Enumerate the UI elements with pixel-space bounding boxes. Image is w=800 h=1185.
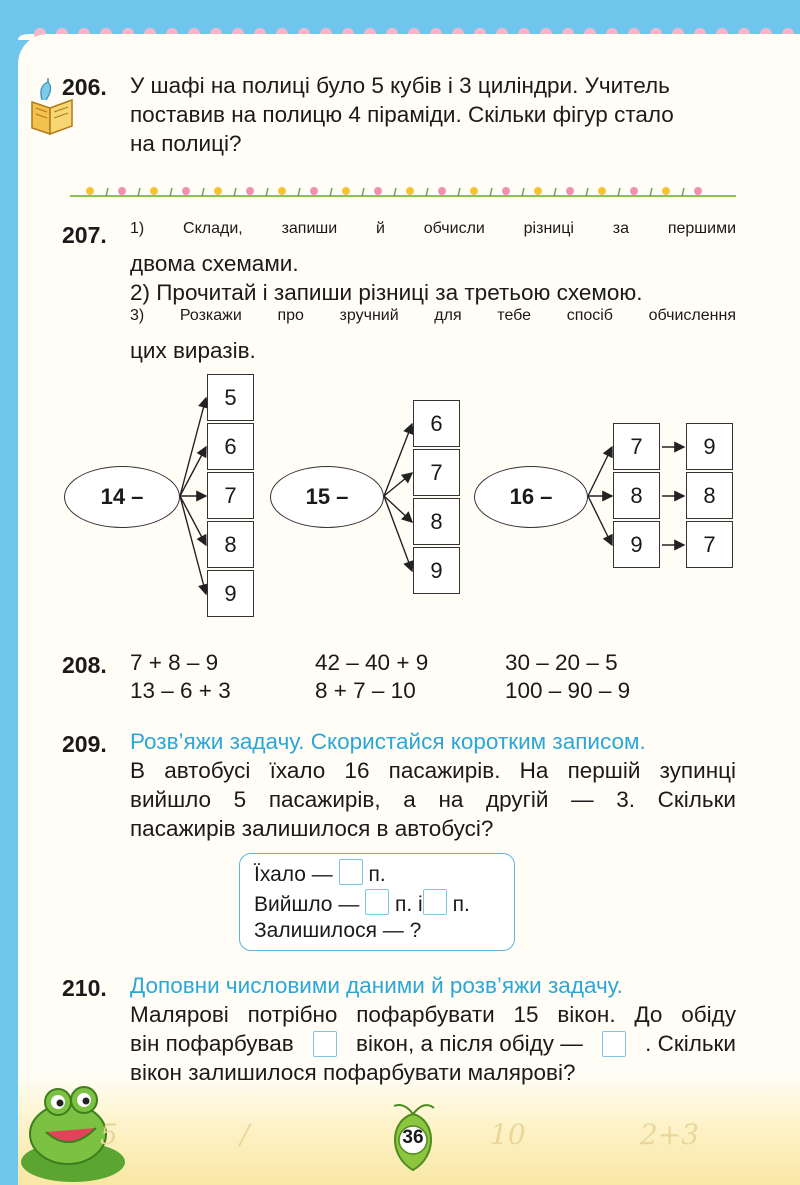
task-209-line: вийшло 5 пасажирів, а на другій — 3. Скільки — [130, 787, 736, 812]
task-206-line: поставив на полицю 4 піраміди. Скільки фігур стало — [130, 102, 674, 127]
task-210-line: Малярові потрібно пофарбувати 15 вікон. До обіду — [130, 1002, 736, 1027]
task-209-line: В автобусі їхало 16 пасажирів. На першій зупинці — [130, 758, 736, 783]
scheme-1-box: 7 — [207, 472, 254, 519]
task-207-line: 2) Прочитай і запиши різниці за третьою схемою. — [130, 280, 643, 305]
task-209-line: пасажирів залишилося в автобусі? — [130, 816, 494, 841]
answer-blank[interactable] — [313, 1031, 337, 1057]
task-210-instruction: Доповни числовими даними й розв’яжи задачу. — [130, 973, 623, 998]
answer-blank[interactable] — [365, 889, 389, 915]
scheme-3-ellipse: 16 – — [474, 466, 588, 528]
task-209-number: 209. — [62, 731, 107, 757]
task-207-line: 1) Склади, запиши й обчисли різниці за першими — [130, 220, 736, 237]
task-210-text: він пофарбував — [130, 1031, 294, 1056]
scheme-3-right-box: 7 — [686, 521, 733, 568]
scheme-2-box: 7 — [413, 449, 460, 496]
flower-divider — [70, 180, 736, 202]
expression: 13 – 6 + 3 — [130, 678, 231, 703]
task-207-line: 3) Розкажи про зручний для тебе спосіб обчислення — [130, 307, 736, 324]
scheme-1-box: 6 — [207, 423, 254, 470]
task-207-line: двома схемами. — [130, 251, 299, 276]
task-210-line: вікон залишилося пофарбувати малярові? — [130, 1060, 576, 1085]
note-row-3: Залишилося — ? — [254, 919, 422, 942]
task-210-number: 210. — [62, 975, 107, 1001]
scheme-3-left-box: 7 — [613, 423, 660, 470]
task-210-text: . Скільки — [645, 1031, 736, 1056]
scheme-3-left-box: 8 — [613, 472, 660, 519]
scheme-3-right-box: 8 — [686, 472, 733, 519]
note-row-1 — [254, 859, 386, 887]
scheme-1-ellipse: 14 – — [64, 466, 180, 528]
answer-blank[interactable] — [602, 1031, 626, 1057]
task-207-line: цих виразів. — [130, 338, 256, 363]
task-206-line: У шафі на полиці було 5 кубів і 3 циліндри. Учитель — [130, 73, 670, 98]
answer-blank[interactable] — [423, 889, 447, 915]
scheme-2-ellipse: 15 – — [270, 466, 384, 528]
task-206-number: 206. — [62, 74, 107, 100]
task-207-number: 207. — [62, 222, 107, 248]
scheme-1-box: 9 — [207, 570, 254, 617]
note-unit: п. — [368, 863, 386, 886]
scheme-3-left-box: 9 — [613, 521, 660, 568]
task-208-number: 208. — [62, 652, 107, 678]
scheme-1-box: 8 — [207, 521, 254, 568]
expression: 42 – 40 + 9 — [315, 650, 429, 675]
task-209-instruction: Розв’яжи задачу. Скористайся коротким записом. — [130, 729, 646, 754]
task-210-text: вікон, а після обіду — — [356, 1031, 583, 1056]
short-note-box — [239, 853, 515, 951]
note-row-2 — [254, 889, 470, 917]
expression: 7 + 8 – 9 — [130, 650, 219, 675]
note-label: Вийшло — — [254, 893, 360, 916]
expression: 100 – 90 – 9 — [505, 678, 631, 703]
note-unit: п. і — [395, 893, 423, 916]
expression: 30 – 20 – 5 — [505, 650, 618, 675]
scheme-2-box: 8 — [413, 498, 460, 545]
note-unit: п. — [452, 893, 470, 916]
decor-numerals: 5 / 10 2+3 — [100, 1118, 700, 1151]
task-210-line — [130, 1031, 736, 1057]
expression: 8 + 7 – 10 — [315, 678, 416, 703]
scheme-2-box: 6 — [413, 400, 460, 447]
answer-blank[interactable] — [339, 859, 363, 885]
scheme-2-box: 9 — [413, 547, 460, 594]
scheme-3-right-box: 9 — [686, 423, 733, 470]
scheme-1-box: 5 — [207, 374, 254, 421]
note-label: Їхало — — [254, 863, 333, 886]
task-206-line: на полиці? — [130, 131, 242, 156]
page-number: 36 — [402, 1127, 424, 1148]
